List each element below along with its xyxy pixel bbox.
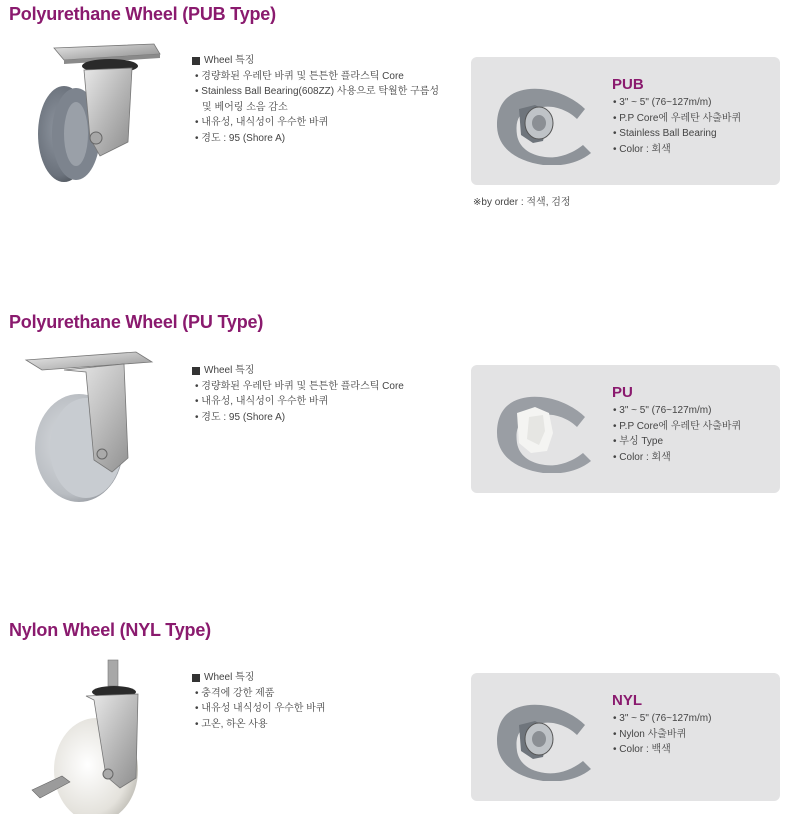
spec-list	[613, 711, 711, 758]
spec-box-pu	[471, 365, 780, 493]
wheel-features	[192, 670, 454, 732]
order-note: ※by order : 적색, 검정	[473, 197, 571, 208]
feature-heading: Wheel 특징	[204, 672, 255, 683]
section-pub	[0, 0, 789, 260]
bullet-square-icon	[192, 674, 200, 682]
section-pu	[0, 308, 789, 568]
wheel-cutaway-image	[489, 383, 599, 478]
spec-item: • P.P Core에 우레탄 사출바퀴	[613, 420, 742, 432]
wheel-features	[192, 53, 454, 146]
bullet-square-icon	[192, 367, 200, 375]
spec-item: • Color : 회색	[613, 451, 671, 463]
feature-item: • 경도 : 95 (Shore A)	[195, 132, 286, 144]
spec-item: • 3" ~ 5" (76~127m/m)	[613, 97, 712, 108]
bullet-square-icon	[192, 57, 200, 65]
feature-item: • 내유성 내식성이 우수한 바퀴	[195, 703, 326, 714]
wheel-features	[192, 363, 454, 425]
section-title: Polyurethane Wheel (PU Type)	[9, 312, 264, 332]
wheel-code: PU	[612, 384, 633, 401]
spec-item: • 3" ~ 5" (76~127m/m)	[613, 405, 712, 416]
feature-item: • 충격에 강한 제품	[195, 687, 275, 699]
wheel-cutaway-image	[489, 75, 599, 170]
feature-item: • 경량화된 우레탄 바퀴 및 튼튼한 플라스틱 Core	[195, 380, 404, 392]
threaded-stem-caster-photo	[24, 658, 164, 819]
feature-item: • 고온, 하온 사용	[195, 718, 268, 730]
wheel-code: PUB	[612, 76, 644, 93]
feature-item: 및 베어링 소음 감소	[202, 101, 288, 113]
spec-item: • Stainless Ball Bearing	[613, 128, 717, 139]
rigid-caster-photo	[24, 348, 164, 511]
feature-item: • 내유성, 내식성이 우수한 바퀴	[195, 396, 329, 407]
feature-item: • Stainless Ball Bearing(608ZZ) 사용으로 탁월한 구름성	[195, 86, 440, 97]
section-nyl	[0, 616, 789, 815]
feature-item: • 경량화된 우레탄 바퀴 및 튼튼한 플라스틱 Core	[195, 70, 404, 82]
section-title: Polyurethane Wheel (PUB Type)	[9, 4, 276, 24]
section-title: Nylon Wheel (NYL Type)	[9, 620, 211, 640]
spec-item: • 3" ~ 5" (76~127m/m)	[613, 713, 712, 724]
spec-list	[613, 403, 741, 465]
feature-heading: Wheel 특징	[204, 55, 255, 66]
spec-item: • Nylon 사출바퀴	[613, 728, 687, 740]
feature-item: • 경도 : 95 (Shore A)	[195, 411, 286, 423]
spec-item: • Color : 백색	[613, 744, 671, 755]
feature-heading: Wheel 특징	[204, 365, 255, 376]
spec-box-nyl	[471, 673, 780, 801]
wheel-code: NYL	[612, 692, 642, 709]
feature-item: • 내유성, 내식성이 우수한 바퀴	[195, 117, 329, 128]
spec-box-pub	[471, 57, 780, 185]
wheel-cutaway-image	[489, 691, 599, 786]
spec-list	[613, 95, 741, 157]
spec-item: • P.P Core에 우레탄 사출바퀴	[613, 112, 742, 124]
spec-item: • Color : 회색	[613, 143, 671, 155]
swivel-caster-photo	[24, 42, 164, 187]
spec-item: • 부싱 Type	[613, 436, 664, 447]
